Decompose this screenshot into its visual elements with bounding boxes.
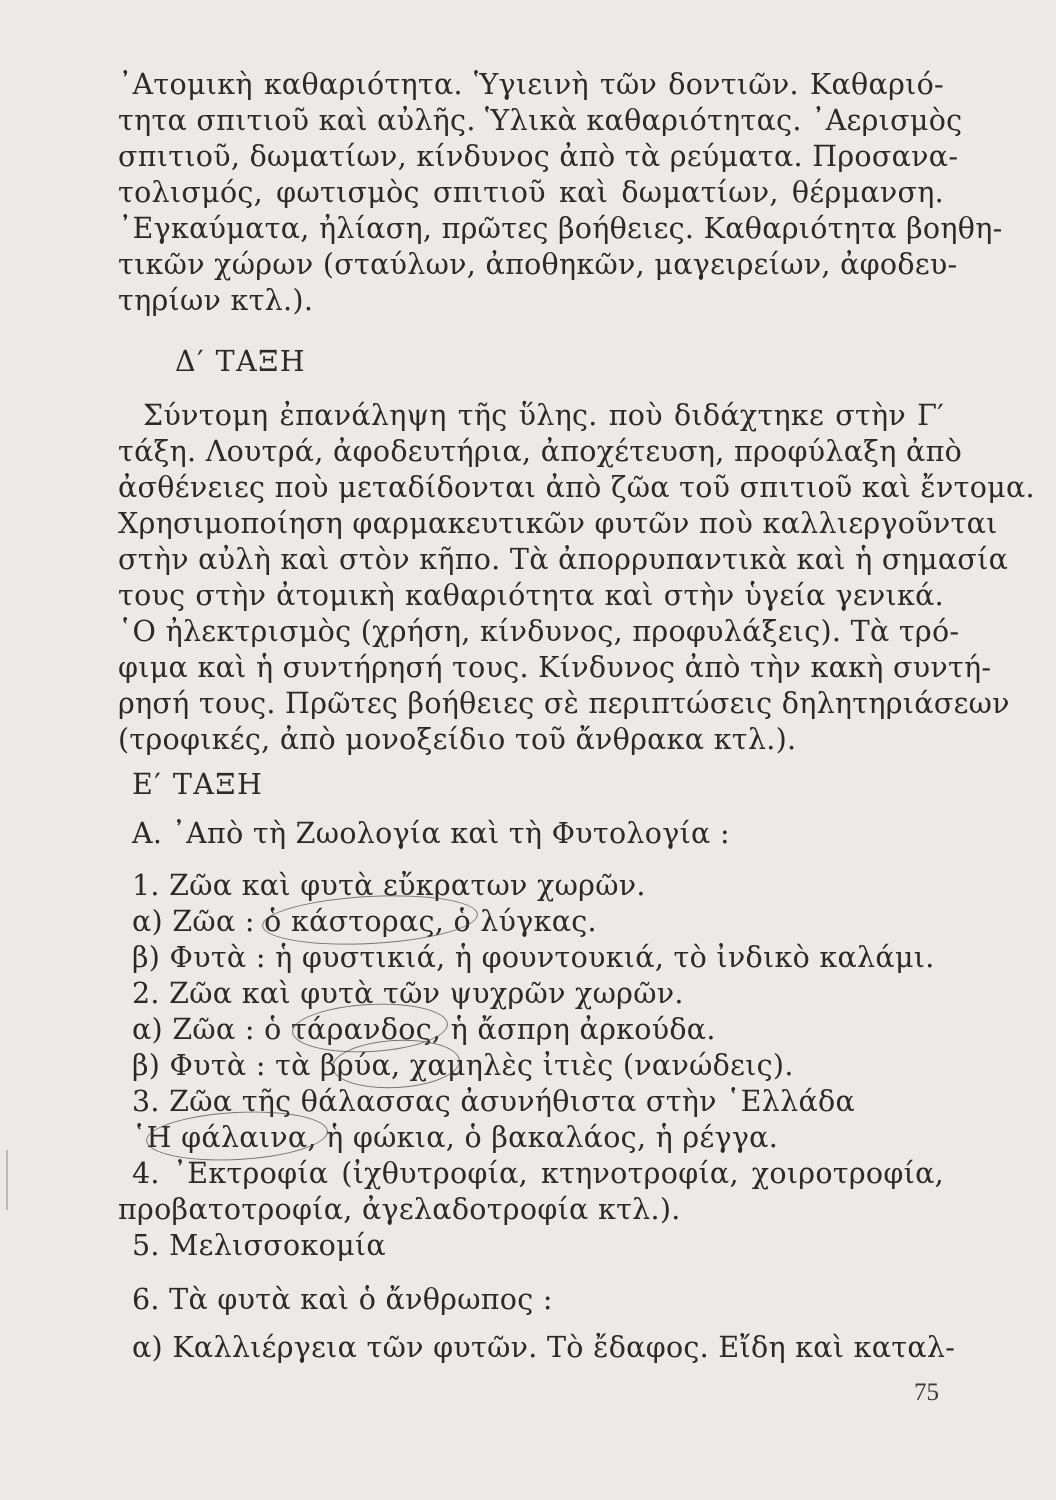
text-line-2: τητα σπιτιοῦ καὶ αὐλῆς. Ὑλικὰ καθαριότητας. ᾿Αερισμὸς xyxy=(118,104,963,137)
text-line-1: ᾿Ατομικὴ καθαριότητα. Ὑγιεινὴ τῶν δοντιῶν. Καθαριό- xyxy=(118,68,944,101)
text-line-11: ἀσθένειες ποὺ μεταδίδονται ἀπὸ ζῶα τοῦ σπιτιοῦ καὶ ἔντομα. xyxy=(118,471,1035,504)
text-line-7: τηρίων κτλ.). xyxy=(118,284,314,317)
text-line-17: ρησή τους. Πρῶτες βοήθειες σὲ περιπτώσεις δηλητηριάσεων xyxy=(118,687,1010,720)
section-heading-d-class: Δ′ ΤΑΞΗ xyxy=(175,345,307,378)
text-line-9: Σύντομη ἐπανάληψη τῆς ὕλης. ποὺ διδάχτηκε στὴν Γ′ xyxy=(143,399,944,432)
list-item-3: 3. Ζῶα τῆς θάλασσας ἀσυνήθιστα στὴν ῾Ελλάδα xyxy=(132,1085,856,1118)
text-line-3: σπιτιοῦ, δωματίων, κίνδυνος ἀπὸ τὰ ρεύματα. Προσανα- xyxy=(118,140,959,173)
section-heading-e-class: Ε′ ΤΑΞΗ xyxy=(132,768,264,801)
text-line-18: (τροφικές, ἀπὸ μονοξείδιο τοῦ ἄνθρακα κτλ.). xyxy=(118,723,797,756)
text-line-15: ῾Ο ἠλεκτρισμὸς (χρήση, κίνδυνος, προφυλάξεις). Τὰ τρό- xyxy=(118,615,960,648)
list-item-3-detail: ῾Η φάλαινα, ἡ φώκια, ὁ βακαλάος, ἡ ρέγγα. xyxy=(132,1121,779,1154)
text-line-12: Χρησιμοποίηση φαρμακευτικῶν φυτῶν ποὺ καλλιεργοῦνται xyxy=(118,507,998,540)
list-item-6a: α) Καλλιέργεια τῶν φυτῶν. Τὸ ἔδαφος. Εἴδη καὶ καταλ- xyxy=(132,1331,956,1364)
margin-pencil-mark xyxy=(6,1150,8,1210)
text-line-5: ᾿Εγκαύματα, ἠλίαση, πρῶτες βοήθειες. Καθαριότητα βοηθη- xyxy=(118,212,1003,245)
text-line-4: τολισμός, φωτισμὸς σπιτιοῦ καὶ δωματίων, θέρμανση. xyxy=(118,176,944,209)
text-line-6: τικῶν χώρων (σταύλων, ἀποθηκῶν, μαγειρείων, ἀφοδευ- xyxy=(118,248,958,281)
list-item-1: 1. Ζῶα καὶ φυτὰ εὔκρατων χωρῶν. xyxy=(132,869,646,902)
list-item-4: 4. ᾿Εκτροφία (ἰχθυτροφία, κτηνοτροφία, χοιροτροφία, xyxy=(132,1157,944,1190)
text-line-16: φιμα καὶ ἡ συντήρησή τους. Κίνδυνος ἀπὸ τὴν κακὴ συντή- xyxy=(118,651,992,684)
list-item-1b: β) Φυτὰ : ἡ φυστικιά, ἡ φουντουκιά, τὸ ἰνδικὸ καλάμι. xyxy=(132,941,935,974)
list-item-5: 5. Μελισσοκομία xyxy=(132,1229,386,1262)
text-line-10: τάξη. Λουτρά, ἀφοδευτήρια, ἀποχέτευση, προφύλαξη ἀπὸ xyxy=(118,435,963,468)
list-item-6: 6. Τὰ φυτὰ καὶ ὁ ἄνθρωπος : xyxy=(132,1283,553,1316)
list-item-2: 2. Ζῶα καὶ φυτὰ τῶν ψυχρῶν χωρῶν. xyxy=(132,977,684,1010)
list-item-2a: α) Ζῶα : ὁ τάρανδος, ἡ ἄσπρη ἀρκούδα. xyxy=(132,1013,716,1046)
text-line-13: στὴν αὐλὴ καὶ στὸν κῆπο. Τὰ ἀπορρυπαντικὰ καὶ ἡ σημασία xyxy=(118,543,1009,576)
list-item-2b: β) Φυτὰ : τὰ βρύα, χαμηλὲς ἰτιὲς (νανώδεις). xyxy=(132,1049,794,1082)
subsection-heading-a: Α. ᾿Απὸ τὴ Ζωολογία καὶ τὴ Φυτολογία : xyxy=(132,817,730,850)
text-line-14: τους στὴν ἀτομικὴ καθαριότητα καὶ στὴν ὑγεία γενικά. xyxy=(118,579,944,612)
list-item-1a: α) Ζῶα : ὁ κάστορας, ὁ λύγκας. xyxy=(132,905,597,938)
list-item-4-continued: προβατοτροφία, ἀγελαδοτροφία κτλ.). xyxy=(118,1193,681,1226)
page-number: 75 xyxy=(914,1379,939,1406)
